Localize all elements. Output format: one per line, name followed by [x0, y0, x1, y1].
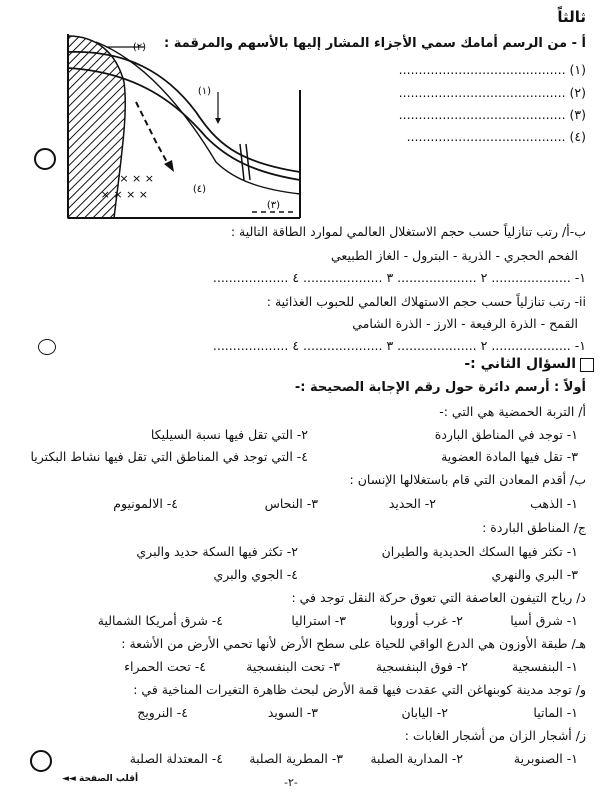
mcq-stem-f: و/ توجد مدينة كوبنهاغن التي عقدت فيها قمة الأرض لبحث ظاهرة التغيرات المناخية في : [133, 682, 586, 697]
svg-text:× × × ×: × × × × [100, 188, 148, 201]
mcq-a-option-2[interactable]: ٢- التي تقل فيها نسبة السيليكا [150, 427, 308, 442]
mcq-f-option-1[interactable]: ١- الماتيا [533, 705, 578, 720]
mcq-f-option-2[interactable]: ٢- اليابان [401, 705, 448, 720]
question-b1-answer-line[interactable]: ١- .................... ٢ .................... ٣ .................... ٤ ................... [212, 270, 586, 285]
blank-line-2[interactable]: (٢) .......................................... [398, 85, 586, 100]
question-2-heading: السؤال الثاني :- [464, 356, 576, 372]
mcq-stem-a: أ/ التربة الحمضية هي التي :- [439, 404, 586, 419]
mcq-d-option-1[interactable]: ١- شرق أسيا [510, 613, 578, 628]
svg-text:× × ×: × × × [119, 172, 154, 185]
question-b2-title: ii- رتب تنازلياً حسب حجم الاستهلاك العالمي للحبوب الغذائية : [266, 294, 586, 309]
blank-line-4[interactable]: (٤) ........................................ [406, 129, 586, 144]
diagram-label-1: (١) [197, 86, 211, 97]
mcq-stem-b: ب/ أقدم المعادن التي قام باستغلالها الإنسان : [349, 472, 586, 487]
mcq-d-option-4[interactable]: ٤- شرق أمريكا الشمالية [97, 613, 223, 628]
mcq-c-option-1[interactable]: ١- تكثر فيها السكك الحديدية والطيران [381, 544, 578, 559]
mcq-a-option-1[interactable]: ١- توجد في المناطق الباردة [434, 427, 578, 442]
question-b1-items: الفحم الحجري - الذرية - البترول - الغاز الطبيعي [331, 248, 578, 263]
mcq-b-option-3[interactable]: ٣- النحاس [264, 496, 318, 511]
mcq-a-option-4[interactable]: ٤- التي توجد في المناطق التي تقل فيها نشاط البكتريا [30, 449, 308, 464]
mcq-stem-e: هـ/ طبقة الأوزون هي الدرع الواقي للحياة على سطح الأرض لأنها تحمي الأرض من الأشعة : [121, 636, 586, 651]
question-b2-answer-line[interactable]: ١- .................... ٢ .................... ٣ .................... ٤ ................... [212, 338, 586, 353]
mcq-e-option-1[interactable]: ١- البنفسجية [511, 659, 578, 674]
mcq-d-option-3[interactable]: ٣- استراليا [291, 613, 346, 628]
question-2-part1-title: أولاً : أرسم دائرة حول رقم الإجابة الصحيحة :- [294, 380, 586, 395]
question-a-title: أ - من الرسم أمامك سمي الأجزاء المشار إليها بالأسهم والمرقمة : [164, 36, 586, 51]
blank-line-3[interactable]: (٣) .......................................... [398, 107, 586, 122]
mcq-e-option-3[interactable]: ٣- تحت البنفسجية [246, 659, 340, 674]
mcq-stem-c: ج/ المناطق الباردة : [482, 520, 586, 535]
mcq-f-option-3[interactable]: ٣- السويد [267, 705, 318, 720]
mcq-b-option-2[interactable]: ٢- الحديد [388, 496, 436, 511]
mcq-g-option-1[interactable]: ١- الصنوبرية [513, 751, 578, 766]
diagram-label-3: (٣) [266, 200, 280, 211]
page-number: -٢- [284, 776, 298, 789]
section-heading: ثالثاً [557, 8, 586, 26]
mcq-c-option-4[interactable]: ٤- الجوي والبري [213, 567, 298, 582]
diagram-label-4: (٤) [192, 184, 206, 195]
mcq-a-option-3[interactable]: ٣- تقل فيها المادة العضوية [441, 449, 578, 464]
mcq-f-option-4[interactable]: ٤- النرويج [137, 705, 188, 720]
mcq-g-option-2[interactable]: ٢- المدارية الصلبة [370, 751, 463, 766]
score-circle [30, 750, 52, 772]
arrow-left-icon: ◄◄ [62, 774, 76, 784]
mcq-b-option-1[interactable]: ١- الذهب [530, 496, 578, 511]
mcq-c-option-3[interactable]: ٣- البري والنهري [491, 567, 578, 582]
mcq-g-option-3[interactable]: ٣- المطرية الصلبة [249, 751, 343, 766]
score-box [580, 358, 594, 372]
mcq-e-option-2[interactable]: ٢- فوق البنفسجية [375, 659, 468, 674]
score-circle [38, 339, 56, 355]
mcq-stem-g: ز/ أشجار الزان من أشجار الغابات : [404, 728, 586, 743]
question-b1-title: ب-أ/ رتب تنازلياً حسب حجم الاستغلال العالمي لموارد الطاقة التالية : [230, 224, 586, 239]
soil-profile-diagram [66, 32, 306, 222]
mcq-stem-d: د/ رياح التيفون العاصفة التي تعوق حركة النقل توجد في : [291, 590, 586, 605]
turn-page-label: أقلب الصفحة ◄◄ [62, 774, 139, 784]
mcq-d-option-2[interactable]: ٢- غرب أوروبا [389, 613, 463, 628]
score-circle [34, 148, 56, 170]
mcq-c-option-2[interactable]: ٢- تكثر فيها السكة حديد والبري [136, 544, 298, 559]
mcq-g-option-4[interactable]: ٤- المعتدلة الصلبة [129, 751, 223, 766]
mcq-b-option-4[interactable]: ٤- الالمونيوم [113, 496, 178, 511]
question-b2-items: القمح - الذرة الرفيعة - الارز - الذرة الشامي [352, 316, 578, 331]
diagram-label-2: (٢) [132, 42, 146, 53]
mcq-e-option-4[interactable]: ٤- تحت الحمراء [124, 659, 206, 674]
blank-line-1[interactable]: (١) .......................................... [398, 62, 586, 77]
